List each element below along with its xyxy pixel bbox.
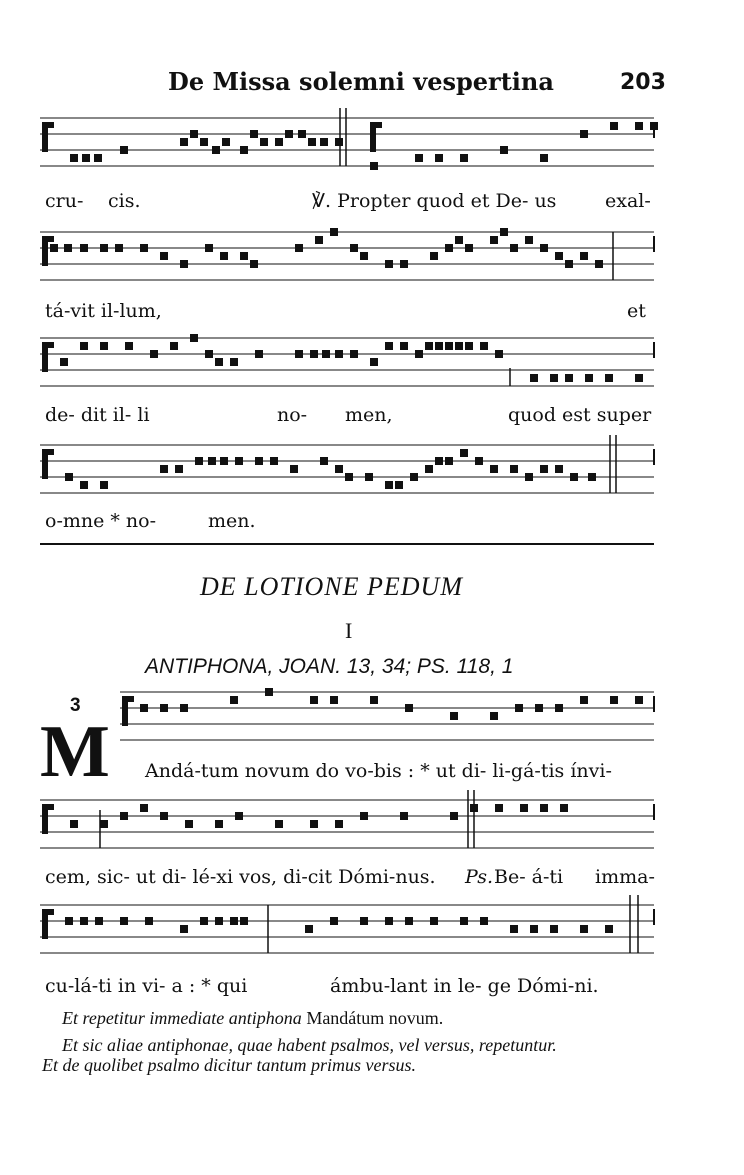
chant-staff-5 [40,682,658,764]
chant-note [195,457,203,465]
chant-note [560,804,568,812]
chant-note [330,228,338,236]
chant-note [490,236,498,244]
chant-note [315,236,323,244]
chant-note [322,350,330,358]
chant-note [305,925,313,933]
chant-note [94,154,102,162]
chant-note [80,342,88,350]
lyric-syllable: men. [208,510,256,532]
chant-note [120,812,128,820]
chant-note [395,481,403,489]
chant-note [475,457,483,465]
clef-mark [42,804,54,810]
chant-note [100,481,108,489]
clef-mark [42,342,54,348]
chant-note [335,350,343,358]
chant-note [308,138,316,146]
chant-note [360,812,368,820]
chant-note [230,696,238,704]
chant-note [80,244,88,252]
lyric-syllable: ℣. Propter quod et De- us [312,190,557,212]
chant-note [580,252,588,260]
chant-note [585,374,593,382]
chant-note [215,917,223,925]
chant-note [235,812,243,820]
lyric-syllable: exal- [605,190,651,212]
chant-note [265,688,273,696]
lyric-syllable: Andá-tum novum do vo-bis : * ut di- li-gá-tis ínvi- [145,760,612,782]
chant-note [490,712,498,720]
lyric-syllable: cem, sic- ut di- lé-xi vos, di-cit Dómi-nus. [45,866,436,888]
chant-staff-6 [40,790,658,872]
mode-number: 3 [70,695,81,716]
chant-note [605,374,613,382]
chant-note [610,696,618,704]
chant-note [465,342,473,350]
chant-note [565,260,573,268]
chant-note [205,350,213,358]
chant-note [215,820,223,828]
chant-note [415,350,423,358]
chant-note [240,917,248,925]
chant-note [190,130,198,138]
chant-note [310,696,318,704]
chant-note [170,342,178,350]
clef-mark [42,449,54,455]
initial-letter: M [40,711,110,793]
chant-note [180,704,188,712]
chant-note [180,925,188,933]
chant-note [70,154,78,162]
chant-note [435,154,443,162]
chant-note [180,138,188,146]
section-divider [40,543,654,545]
chant-note [610,122,618,130]
chant-note [540,804,548,812]
chant-note [525,473,533,481]
chant-note [275,138,283,146]
chant-note [215,358,223,366]
chant-note [50,244,58,252]
chant-note [160,704,168,712]
chant-note [635,374,643,382]
lyric-syllable: et [627,300,646,322]
chant-note [455,236,463,244]
chant-note [400,260,408,268]
clef-mark [42,236,54,242]
section-title: DE LOTIONE PEDUM [200,572,463,601]
chant-note [400,812,408,820]
chant-note [230,358,238,366]
chant-note [460,917,468,925]
chant-note [200,917,208,925]
chant-note [635,122,643,130]
chant-note [330,696,338,704]
chant-note [260,138,268,146]
chant-note [295,350,303,358]
chant-note [65,917,73,925]
chant-note [64,244,72,252]
chant-note [335,465,343,473]
chant-note [100,820,108,828]
chant-note [385,917,393,925]
chant-note [480,342,488,350]
chant-note [250,260,258,268]
chant-note [70,820,78,828]
chant-note [255,457,263,465]
chant-note [80,481,88,489]
clef-mark [122,696,134,702]
chant-note [330,917,338,925]
chant-note [370,162,378,170]
chant-note [370,358,378,366]
chant-note [530,374,538,382]
chant-note [500,146,508,154]
chant-note [320,138,328,146]
chant-note [370,696,378,704]
page-number: 203 [620,70,666,95]
chant-note [445,342,453,350]
chant-note [520,804,528,812]
chant-note [540,154,548,162]
chant-note [430,252,438,260]
chant-note [295,244,303,252]
lyric-syllable: cru- [45,190,84,212]
lyric-syllable: cu-lá-ti in vi- a : * qui [45,975,248,997]
chant-note [450,812,458,820]
chant-note [540,465,548,473]
chant-note [140,804,148,812]
chant-note [550,925,558,933]
chant-note [495,804,503,812]
chant-note [435,457,443,465]
chant-note [460,449,468,457]
chant-note [310,350,318,358]
chant-note [360,917,368,925]
chant-note [240,252,248,260]
chant-note [435,342,443,350]
chant-note [145,917,153,925]
chant-note [385,260,393,268]
section-roman-numeral: I [345,618,353,643]
chant-note [565,374,573,382]
clef-mark [42,122,54,128]
chant-note [140,244,148,252]
chant-note [415,154,423,162]
chant-note [555,465,563,473]
chant-note [115,244,123,252]
chant-note [345,473,353,481]
chant-staff-3 [40,328,658,410]
chant-note [605,925,613,933]
chant-note [95,917,103,925]
chant-note [235,457,243,465]
chant-staff-7 [40,895,658,977]
chant-staff-4 [40,435,658,517]
lyric-syllable: Ps. [465,866,494,888]
chant-note [120,917,128,925]
chant-note [220,252,228,260]
chant-note [465,244,473,252]
chant-note [120,146,128,154]
chant-note [580,696,588,704]
chant-note [570,473,578,481]
chant-note [80,917,88,925]
lyric-syllable: ámbu-lant in le- ge Dómi-ni. [330,975,599,997]
lyric-syllable: men, [345,404,393,426]
chant-note [460,154,468,162]
chant-note [530,925,538,933]
chant-note [510,925,518,933]
chant-note [535,704,543,712]
chant-staff-2 [40,222,658,304]
chant-note [405,704,413,712]
chant-note [255,350,263,358]
chant-note [500,228,508,236]
chant-note [160,465,168,473]
chant-note [60,358,68,366]
chant-note [205,244,213,252]
chant-note [425,465,433,473]
chant-note [180,260,188,268]
chant-note [430,917,438,925]
chant-note [510,465,518,473]
chant-note [480,917,488,925]
chant-note [525,236,533,244]
chant-note [445,244,453,252]
chant-note [455,342,463,350]
chant-note [298,130,306,138]
lyric-syllable: cis. [108,190,141,212]
chant-note [595,260,603,268]
chant-note [405,917,413,925]
running-header: De Missa solemni vespertina [168,67,554,96]
chant-note [82,154,90,162]
lyric-syllable: quod est super [508,404,652,426]
chant-note [275,820,283,828]
clef-mark [370,122,382,128]
chant-note [310,820,318,828]
chant-note [425,342,433,350]
chant-note [385,481,393,489]
chant-note [185,820,193,828]
rubric-repetition-italic: Et repetitur immediate antiphona [62,1008,307,1028]
chant-note [515,704,523,712]
chant-note [400,342,408,350]
chant-note [580,925,588,933]
chant-note [335,820,343,828]
chant-note [270,457,278,465]
chant-staff-1 [40,108,658,190]
chant-note [150,350,158,358]
rubric-repetition-roman: Mandátum novum. [306,1008,444,1028]
chant-note [510,244,518,252]
chant-note [365,473,373,481]
rubric-repetition [62,1008,443,1029]
antiphona-reference: ANTIPHONA, JOAN. 13, 34; PS. 118, 1 [145,655,514,678]
lyric-syllable: imma- [595,866,655,888]
rubric-psalm-verse: Et de quolibet psalmo dicitur tantum primus versus. [42,1055,416,1075]
chant-note [290,465,298,473]
chant-note [360,252,368,260]
chant-note [555,252,563,260]
chant-note [208,457,216,465]
chant-note [385,342,393,350]
chant-note [635,696,643,704]
chant-note [490,465,498,473]
chant-note [125,342,133,350]
chant-note [350,350,358,358]
chant-note [540,244,548,252]
chant-note [445,457,453,465]
lyric-syllable: o-mne * no- [45,510,157,532]
chant-note [240,146,248,154]
chant-note [450,712,458,720]
lyric-syllable: tá-vit il-lum, [45,300,162,322]
chant-note [350,244,358,252]
chant-note [190,334,198,342]
lyric-syllable: Be- á-ti [494,866,564,888]
chant-note [100,244,108,252]
chant-note [285,130,293,138]
clef-mark [42,909,54,915]
chant-note [200,138,208,146]
chant-note [335,138,343,146]
chant-note [588,473,596,481]
chant-note [160,812,168,820]
chant-note [140,704,148,712]
chant-note [220,457,228,465]
chant-note [65,473,73,481]
chant-note [550,374,558,382]
chant-note [212,146,220,154]
chant-note [320,457,328,465]
chant-note [250,130,258,138]
chant-note [160,252,168,260]
chant-note [230,917,238,925]
chant-note [555,704,563,712]
chant-note [410,473,418,481]
chant-note [175,465,183,473]
chant-note [580,130,588,138]
lyric-syllable: de- dit il- li [45,404,150,426]
chant-note [222,138,230,146]
chant-note [100,342,108,350]
chant-note [495,350,503,358]
rubric-other-antiphons: Et sic aliae antiphonae, quae habent psalmos, vel versus, repetuntur. [62,1035,557,1055]
lyric-syllable: no- [277,404,308,426]
